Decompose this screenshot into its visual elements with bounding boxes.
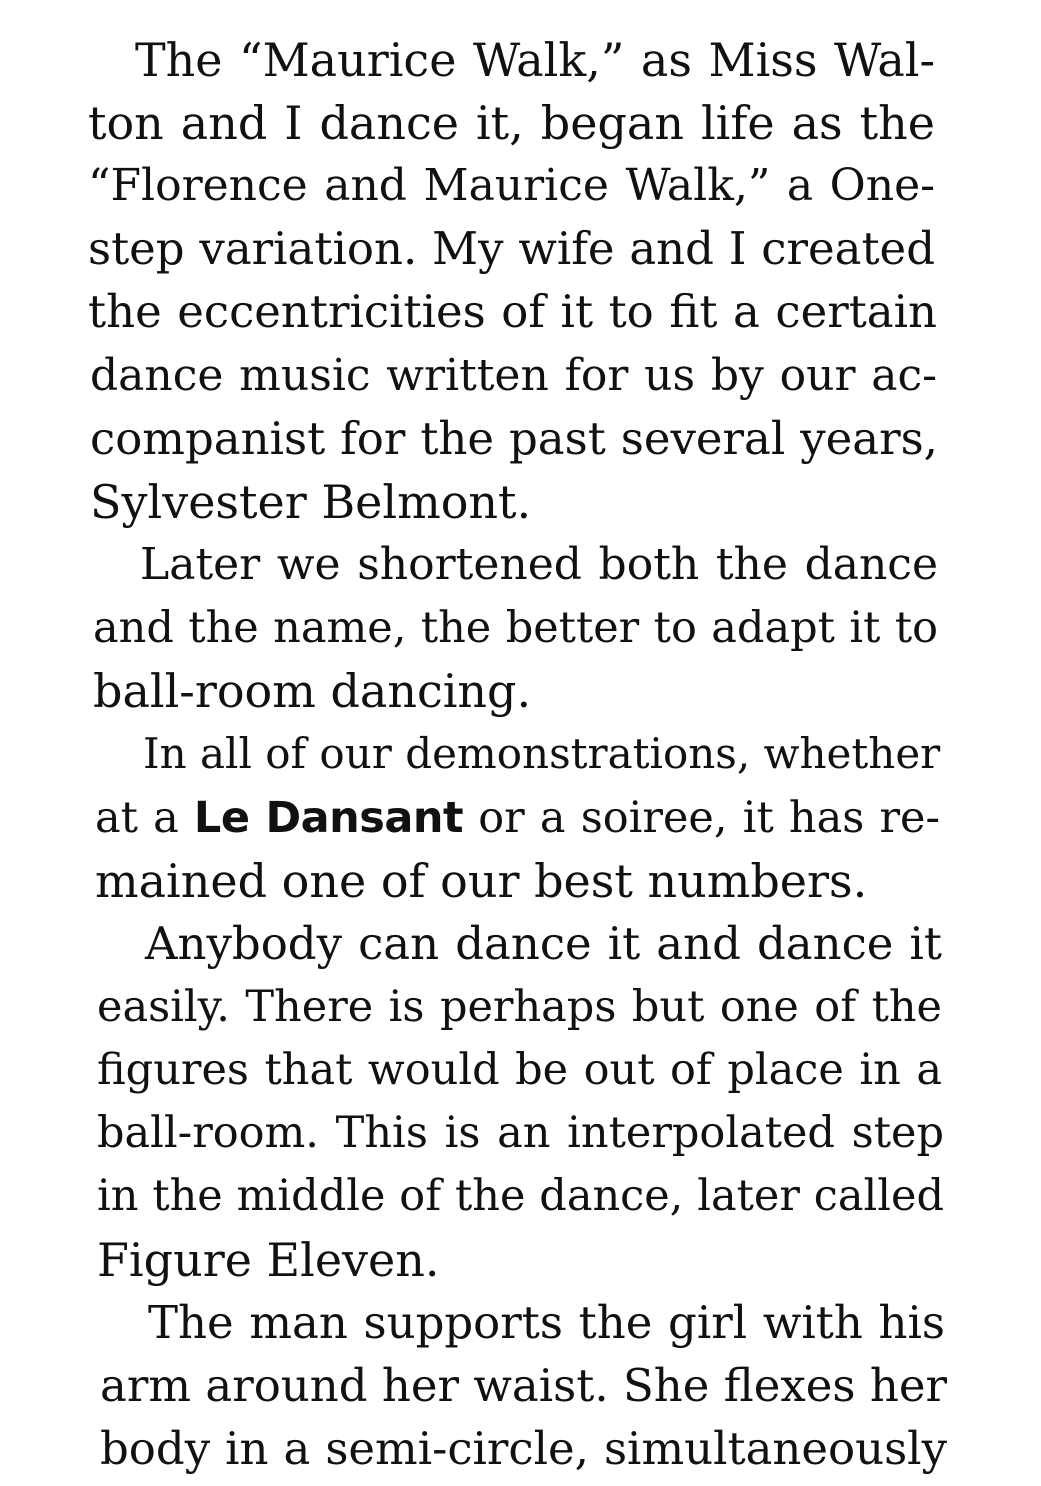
paragraph-5-line-1: The man supports the girl with his [148,1296,945,1349]
bold-term: Le Dansant [193,793,464,843]
paragraph-4-line-4: ball-room. This is an interpolated step [97,1108,944,1158]
paragraph-1-line-8: Sylvester Belmont. [90,475,532,529]
paragraph-1-line-7: companist for the past several years, [90,412,938,465]
paragraph-5-line-2: arm around her waist. She flexes her [100,1359,947,1412]
paragraph-4-line-3: figures that would be out of place in a [97,1045,942,1095]
paragraph-1-line-1: The “Maurice Walk,” as Miss Wal- [135,33,935,87]
paragraph-3-line-2 [95,790,940,846]
paragraph-5-line-3: body in a semi-circle, simultaneously [100,1422,947,1475]
paragraph-2-line-3: ball-room dancing. [93,664,532,718]
paragraph-3-line-3: mained one of our best numbers. [95,854,868,908]
paragraph-4-line-6: Figure Eleven. [97,1233,440,1287]
paragraph-2-line-2: and the name, the better to adapt it to [93,603,938,653]
paragraph-1-line-6: dance music written for us by our ac- [90,350,937,401]
paragraph-4-line-2: easily. There is perhaps but one of the [97,982,942,1032]
paragraph-4-line-1: Anybody can dance it and dance it [145,917,942,970]
paragraph-4-line-5: in the middle of the dance, later called [97,1171,944,1221]
paragraph-1-line-4: step variation. My wife and I created [88,222,935,275]
paragraph-3-line-1: In all of our demonstrations, whether [143,729,941,778]
text-segment: at a [95,793,194,843]
paragraph-2-line-1: Later we shortened both the dance [140,539,938,590]
paragraph-1-line-3: “Florence and Maurice Walk,” a One- [88,160,935,211]
text-segment: or a soiree, it has re- [463,793,941,843]
paragraph-1-line-2: ton and I dance it, began life as the [88,96,935,150]
paragraph-1-line-5: the eccentricities of it to fit a certain [88,285,937,338]
